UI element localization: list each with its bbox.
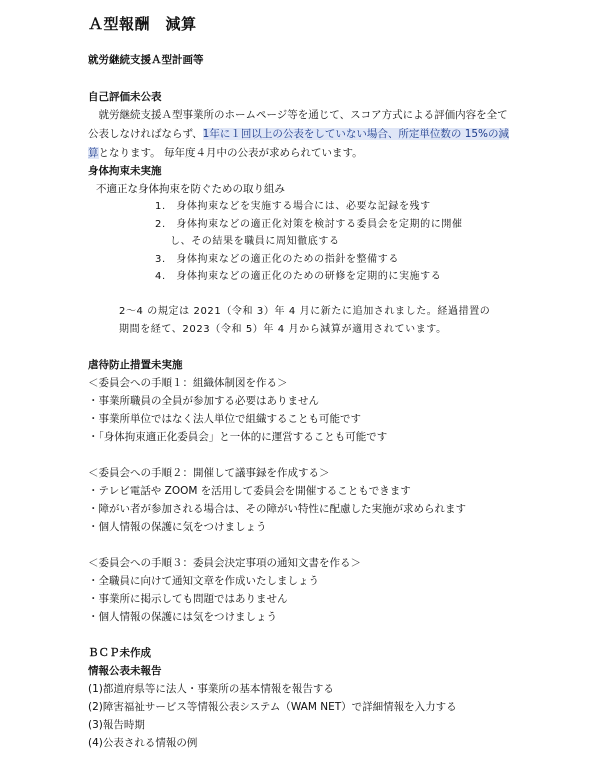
section-heading-abuse: 虐待防止措置未実施 (88, 359, 183, 371)
section-heading-evaluation: 自己評価未公表 (88, 91, 162, 103)
abuse-step2-title: ＜委員会への手順２：開催して議事録を作成する＞ (88, 467, 330, 479)
page-subtitle: 就労継続支援Ａ型計画等 (88, 54, 204, 66)
restraint-item: 2. 身体拘束などの適正化対策を検討する委員会を定期的に開催 (155, 219, 463, 230)
restraint-item: 4. 身体拘束などの適正化のための研修を定期的に実施する (155, 271, 442, 282)
restraint-intro: 不適正な身体拘束を防ぐための取り組み (96, 183, 285, 195)
evaluation-text: 公表しなければならず、 (88, 128, 203, 140)
list-item: (3)報告時期 (88, 719, 145, 731)
restraint-item-continuation: し、その結果を職員に周知徹底する (170, 236, 340, 247)
list-item: (1)都道府県等に法人・事業所の基本情報を報告する (88, 683, 334, 695)
abuse-step3-title: ＜委員会への手順３：委員会決定事項の通知文書を作る＞ (88, 557, 361, 569)
evaluation-paragraph-line-1: 就労継続支援Ａ型事業所のホームページ等を通じて、スコア方式による評価内容を全て (88, 109, 508, 121)
list-item: ・個人情報の保護には気をつけましょう (88, 611, 277, 623)
highlighted-text: 1年に１回以上の公表をしていない場合、所定単位数の 15%の減 (202, 128, 510, 140)
list-item: (4)公表される情報の例 (88, 737, 198, 749)
abuse-step1-title: ＜委員会への手順１：組織体制図を作る＞ (88, 377, 288, 389)
list-item: ・テレビ電話や ZOOM を活用して委員会を開催することもできます (88, 485, 411, 497)
list-item: ・障がい者が参加される場合は、その障がい特性に配慮した実施が求められます (88, 503, 466, 515)
list-item: ・事業所単位ではなく法人単位で組織することも可能です (88, 413, 361, 425)
highlighted-text: 算 (88, 147, 99, 159)
list-item: ・事業所に掲示しても問題ではありません (88, 593, 288, 605)
page-title: Ａ型報酬 減算 (88, 15, 197, 33)
evaluation-text: となります。 毎年度４月中の公表が求められています。 (98, 147, 363, 159)
list-item: ・個人情報の保護に気をつけましょう (88, 521, 267, 533)
evaluation-paragraph-line-3 (88, 146, 363, 160)
list-item: (2)障害福祉サービス等情報公表システム（WAM NET）で詳細情報を入力する (88, 701, 457, 713)
section-heading-restraint: 身体拘束未実施 (88, 165, 162, 177)
restraint-item: 3. 身体拘束などの適正化のための指針を整備する (155, 254, 399, 265)
list-item: ・事業所職員の全員が参加する必要はありません (88, 395, 319, 407)
evaluation-paragraph-line-2 (88, 127, 509, 141)
section-heading-info: 情報公表未報告 (88, 665, 162, 677)
list-item: ・全職員に向けて通知文章を作成いたしましょう (88, 575, 319, 587)
restraint-item: 1. 身体拘束などを実施する場合には、必要な記録を残す (155, 201, 431, 212)
restraint-note-line-2: 期間を経て、2023（令和 5）年 4 月から減算が適用されています。 (119, 324, 447, 335)
section-heading-bcp: ＢＣＰ未作成 (88, 647, 151, 659)
restraint-note-line-1: 2～4 の規定は 2021（令和 3）年 4 月に新たに追加されました。経過措置の (119, 306, 491, 317)
list-item: ・「身体拘束適正化委員会」と一体的に運営することも可能です (88, 431, 388, 443)
